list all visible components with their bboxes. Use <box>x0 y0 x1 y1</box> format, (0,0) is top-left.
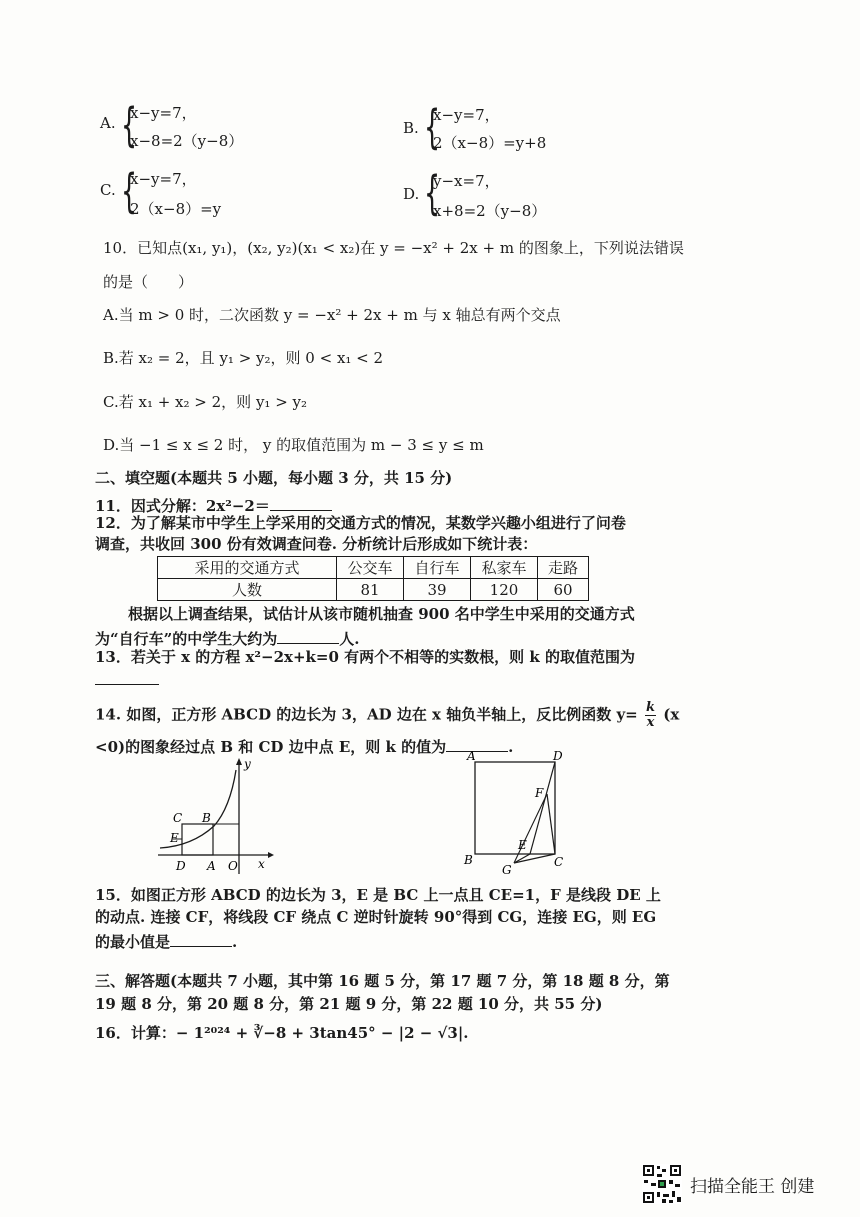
brace-icon: { <box>424 166 441 220</box>
q11-text <box>95 495 332 514</box>
table-cell: 公交车 <box>337 557 404 579</box>
q12-line4 <box>95 628 360 647</box>
label-c: C <box>173 811 183 825</box>
q10-option-d: D.当 −1 ≤ x ≤ 2 时， y 的取值范围为 m − 3 ≤ y ≤ m <box>103 436 484 454</box>
label-c: C <box>554 855 564 869</box>
label-o: O <box>228 859 238 873</box>
q15-line1: 15．如图正方形 ABCD 的边长为 3，E 是 BC 上一点且 CE=1，F 是线段 DE 上 <box>95 886 661 904</box>
q13-answer-blank <box>95 684 159 685</box>
brace-icon: { <box>121 164 138 218</box>
label-a: A <box>467 750 476 763</box>
q12-line2: 调查，共收回 300 份有效调查问卷. 分析统计后形成如下统计表： <box>95 535 538 553</box>
q15-answer-blank <box>170 931 232 947</box>
q11-stem: 11．因式分解：2x²−2＝ <box>95 497 270 515</box>
fraction-numerator: k <box>645 700 655 715</box>
table-cell: 60 <box>538 579 589 601</box>
figure-q14-hyperbola <box>152 756 282 876</box>
label-d: D <box>553 750 563 763</box>
q10-stem-line2: 的是（ ） <box>103 273 194 291</box>
q9-a-line1: x−y=7， <box>130 104 197 122</box>
label-y: y <box>244 757 251 771</box>
fraction <box>645 701 656 730</box>
label-a: A <box>207 859 216 873</box>
q9-option-b-label: B. <box>403 119 419 137</box>
q14-line1-tail: (x <box>663 705 680 724</box>
table-row <box>158 579 589 601</box>
q11-answer-blank <box>270 495 332 511</box>
q9-option-c-label: C. <box>100 181 116 199</box>
table-cell: 私家车 <box>471 557 538 579</box>
segment-cf <box>547 794 555 854</box>
label-e: E <box>170 831 179 845</box>
q14-line2 <box>95 736 513 755</box>
q13-text: 13．若关于 x 的方程 x²−2x+k=0 有两个不相等的实数根，则 k 的取值范围为 <box>95 648 635 666</box>
table-cell: 120 <box>471 579 538 601</box>
square-abcd <box>182 824 213 855</box>
q14-line2-end: . <box>508 738 514 756</box>
q15-line3-text: 的最小值是 <box>95 933 171 951</box>
label-b: B <box>464 853 473 867</box>
figure-q15-square <box>458 750 578 878</box>
q15-line3-end: . <box>232 933 238 951</box>
q12-line1: 12．为了解某市中学生上学采用的交通方式的情况，某数学兴趣小组进行了问卷 <box>95 514 626 532</box>
section3-heading-line1: 三、解答题(本题共 7 小题，其中第 16 题 5 分，第 17 题 7 分，第 18 题 8 分，第 <box>95 972 670 990</box>
label-d: D <box>176 859 186 873</box>
brace-icon: { <box>121 98 138 152</box>
q15-line2: 的动点. 连接 CF，将线段 CF 绕点 C 逆时针旋转 90°得到 CG，连接 EG，则 EG <box>95 908 657 926</box>
transport-stats-table <box>157 556 589 601</box>
table-cell: 自行车 <box>404 557 471 579</box>
section3-heading-line2: 19 题 8 分，第 20 题 8 分，第 21 题 9 分，第 22 题 10 分，共 55 分) <box>95 995 603 1013</box>
q16-text: 16．计算：− 1²⁰²⁴ + ∛−8 + 3tan45° − |2 − √3|. <box>95 1024 469 1042</box>
label-f: F <box>535 786 544 800</box>
q9-b-line1: x−y=7， <box>433 106 500 124</box>
q9-d-line2: x+8=2（y−8） <box>433 202 547 220</box>
qr-code-icon <box>642 1164 682 1204</box>
x-axis-arrow <box>268 852 274 858</box>
q9-c-line1: x−y=7， <box>130 170 197 188</box>
label-x: x <box>258 857 265 871</box>
table-cell: 走路 <box>538 557 589 579</box>
q12-line4-text: 为“自行车”的中学生大约为 <box>95 630 278 648</box>
q15-line3 <box>95 931 237 950</box>
q12-answer-blank <box>277 628 339 644</box>
q9-a-line2: x−8=2（y−8） <box>130 132 244 150</box>
y-axis-arrow <box>236 758 242 765</box>
segment-de <box>530 762 555 854</box>
q14-line1 <box>95 701 679 730</box>
q9-option-d-label: D. <box>403 185 420 203</box>
table-cell: 81 <box>337 579 404 601</box>
section2-heading: 二、填空题(本题共 5 小题，每小题 3 分，共 15 分) <box>95 469 453 487</box>
q10-option-c: C.若 x₁ + x₂ > 2，则 y₁ > y₂ <box>103 393 308 411</box>
table-cell: 采用的交通方式 <box>158 557 337 579</box>
q9-c-line2: 2（x−8）=y <box>130 200 222 218</box>
table-header-row <box>158 557 589 579</box>
label-g: G <box>502 863 512 877</box>
fraction-denominator: x <box>646 715 655 730</box>
q9-option-a-label: A. <box>100 114 116 132</box>
brace-icon: { <box>424 100 441 154</box>
q12-line4-end: 人. <box>339 630 360 648</box>
q12-line3: 根据以上调查结果，试估计从该市随机抽查 900 名中学生中采用的交通方式 <box>128 605 635 623</box>
segment-gc <box>514 854 555 863</box>
table-cell: 39 <box>404 579 471 601</box>
q10-stem-line1: 10．已知点(x₁, y₁)，(x₂, y₂)(x₁ < x₂)在 y = −x² + 2x + m 的图象上，下列说法错误 <box>103 239 684 257</box>
q14-line2-text: <0)的图象经过点 B 和 CD 边中点 E，则 k 的值为 <box>95 738 447 756</box>
label-b: B <box>202 811 211 825</box>
watermark-text: 扫描全能王 创建 <box>690 1177 815 1197</box>
table-cell: 人数 <box>158 579 337 601</box>
q9-d-line1: y−x=7， <box>433 172 500 190</box>
q10-option-b: B.若 x₂ = 2，且 y₁ > y₂，则 0 < x₁ < 2 <box>103 349 384 367</box>
q9-b-line2: 2（x−8）=y+8 <box>433 134 547 152</box>
label-e: E <box>518 838 527 852</box>
q14-line1-text: 14. 如图，正方形 ABCD 的边长为 3，AD 边在 x 轴负半轴上，反比例函数 y= <box>95 705 638 724</box>
q10-option-a: A.当 m > 0 时，二次函数 y = −x² + 2x + m 与 x 轴总有两个交点 <box>103 306 561 324</box>
